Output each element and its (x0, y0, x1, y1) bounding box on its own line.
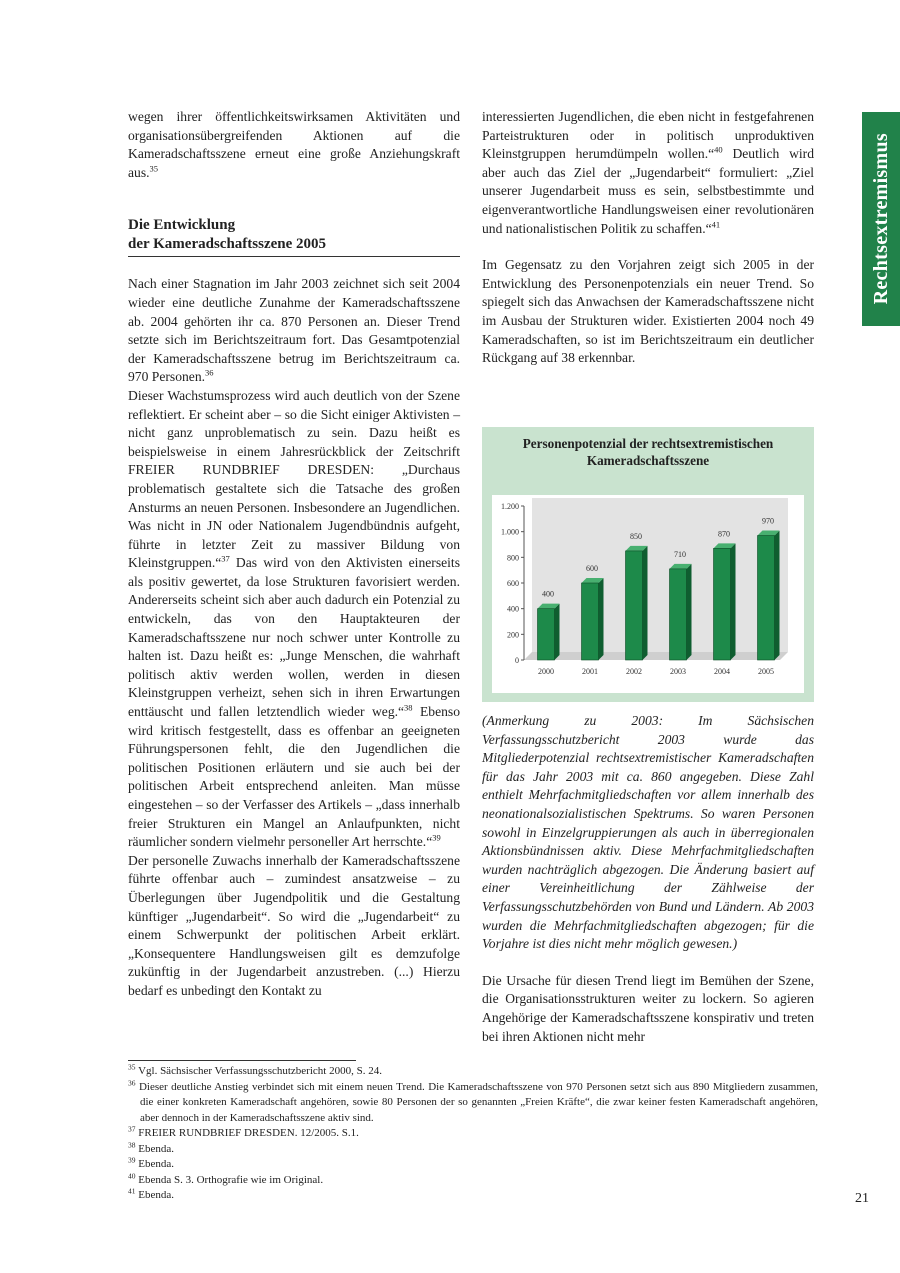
footnote-number: 35 (128, 1062, 136, 1072)
footnote-number: 37 (128, 1124, 136, 1134)
bar (670, 569, 687, 660)
x-tick-label: 2001 (582, 667, 598, 676)
x-tick-label: 2000 (538, 667, 554, 676)
chart-title: Personenpotenzial der rechtsextremistischen Kameradschaftsszene (522, 436, 774, 468)
footnote-text: Ebenda S. 3. Orthografie wie im Original. (138, 1173, 324, 1186)
footnote-ref[interactable]: 35 (149, 163, 159, 174)
bar (626, 551, 643, 660)
y-tick-label: 400 (507, 604, 519, 614)
paragraph: Die Ursache für diesen Trend liegt im Bemühen der Szene, die Organisationsstrukturen weiter zu lockern. So agieren Angehörige der Kameradschaftsszene konspirativ und treten bei ihren Aktionen nicht mehr (482, 972, 814, 1044)
footnote (128, 1139, 818, 1158)
chart-note: (Anmerkung zu 2003: Im Sächsischen Verfassungsschutzbericht 2003 wurde das Mitgliederpotenzial rechtsextremistischer Kameradschaften für das Jahr 2003 mit ca. 860 angegeben. Diese Zahl enthielt Mehrfachmitgliedschaften vor allem innerhalb des neonationalsozialistischen Spektrums. So waren Personen sowohl in Einzelgruppierungen als auch in überregionalen Aktionsbündnissen aktiv. Diese Mehrfachmitgliedschaften wurden nachträglich abgezogen. Die Änderung basiert auf einer Vereinheitlichung der Zählweise der Verfassungsschutzbehörden von Bund und Ländern. Ab 2003 wurden die Mehrfachmitgliedschaften abgezogen; für die Vorjahre ist dies nicht mehr möglich gewesen.) (482, 713, 814, 952)
data-label: 600 (586, 564, 598, 573)
bar (538, 609, 555, 660)
bar (582, 583, 599, 660)
page-number: 21 (855, 1191, 869, 1206)
footnote-ref[interactable]: 41 (711, 219, 721, 230)
section-tab (862, 112, 900, 326)
chart-plot (482, 427, 814, 702)
footnotes (128, 1060, 818, 1204)
footnote-number: 39 (128, 1155, 136, 1165)
section-heading: Die Entwicklung der Kameradschaftsszene 2005 (128, 216, 460, 257)
paragraph: interessierten Jugendlichen, die eben nicht in festgefahrenen Parteistrukturen oder in politisch unproduktiven Kleinstgruppen herumdümpeln wollen.“$^{40}$ Deutlich wird aber auch das Ziel der „Jugendarbeit“ formuliert: „Ziel unserer Jugendarbeit muss es sein, selbstbestimmte und eigenverantwortliche Handlungsweisen einer revolutionären und nationalistischen Politik zu schaffen.“$^{41}$ (482, 109, 814, 236)
paragraph: Der personelle Zuwachs innerhalb der Kameradschaftsszene führte offenbar auch – zumindest ansatzweise – zu Überlegungen über Jugendpolitik und die Gestaltung künftiger „Jugendarbeit“. So wird die „Jugendarbeit“ zu einem Schwerpunkt der politischen Arbeit erklärt. „Konsequentere Handlungsweisen gilt es demzufolge zukünftig in der Jugendarbeit anzustreben. (...) Hierzu bedarf es unbedingt den Kontakt zu (128, 852, 460, 998)
bar (714, 548, 731, 660)
bar-side (555, 604, 560, 660)
footnote-ref[interactable]: 39 (432, 832, 441, 843)
x-tick-label: 2004 (714, 667, 730, 676)
footnote-text: Ebenda. (138, 1158, 174, 1170)
footnote (128, 1188, 818, 1204)
bar-side (775, 531, 780, 660)
y-tick-label: 1.200 (501, 502, 519, 511)
footnote-ref[interactable]: 38 (404, 702, 413, 713)
footnote-number: 36 (128, 1077, 136, 1087)
right-column (482, 108, 814, 368)
y-tick-label: 200 (507, 630, 519, 640)
data-label: 400 (542, 589, 554, 599)
footnote (128, 1157, 818, 1173)
right-column-lower (482, 712, 814, 1046)
paragraph: Im Gegensatz zu den Vorjahren zeigt sich 2005 in der Entwicklung des Personenpotenzials ein neuer Trend. So spiegelt sich das Anwachsen der Kameradschaftsszene nicht im Ausbau der Strukturen wider. Existierten 2004 noch 49 Kameradschaften, so ist im Berichtszeitraum ein deutlicher Rückgang auf 38 erkennbar. (482, 257, 814, 366)
section-tab-label: Rechtsextremismus (869, 133, 892, 305)
x-tick-label: 2005 (758, 667, 774, 676)
bar-side (643, 546, 648, 660)
plot-wall (532, 498, 788, 652)
x-tick-label: 2002 (626, 667, 642, 676)
footnote-text: Ebenda. (138, 1189, 174, 1201)
y-tick-label: 800 (507, 553, 519, 563)
plot-floor (524, 652, 788, 660)
footnote-ref[interactable]: 37 (221, 553, 230, 564)
data-label: 870 (718, 529, 730, 539)
footnote-text: FREIER RUNDBRIEF DRESDEN. 12/2005. S.1. (138, 1127, 359, 1139)
footnote (128, 1170, 818, 1189)
y-tick-label: 0 (515, 656, 519, 665)
footnote-number: 40 (128, 1170, 136, 1180)
bar-chart (482, 427, 814, 702)
footnote-text: Ebenda. (138, 1142, 174, 1155)
footnote-number: 38 (128, 1139, 136, 1149)
left-column (128, 108, 460, 1001)
footnote-text: Dieser deutliche Anstieg verbindet sich mit einem neuen Trend. Die Kameradschaftsszene von 970 Personen setzt sich aus 890 Mitgliedern zusammen, die einer konkreten Kameradschaft angehören, sowie 80 Personen der so genannten „Freien Kräfte“, die zwar keiner festen Kameradschaft angehören, aber dennoch in der Kameradschaftsszene aktiv sind. (138, 1080, 819, 1124)
paragraph: wegen ihrer öffentlichkeitswirksamen Aktivitäten und organisationsübergreifenden Aktionen auf die Kameradschaftsszene erneut eine große Anziehungskraft aus.$^{35}$ (128, 109, 460, 180)
footnote-divider (128, 1060, 356, 1061)
footnote-ref[interactable]: 36 (205, 367, 214, 378)
paragraph: Nach einer Stagnation im Jahr 2003 zeichnet sich seit 2004 wieder eine deutliche Zunahme der Kameradschaftsszene ab. 2004 gehörten ihr ca. 870 Personen an. Dieser Trend setzte sich im Berichtszeitraum fort. Das Gesamtpotenzial der Kameradschaftsszene betrug im Berichtszeitraum ca. 970 Personen.$^{36}$ (128, 276, 460, 385)
footnote (128, 1064, 818, 1080)
data-label: 970 (762, 516, 774, 526)
footnote-number: 41 (128, 1186, 136, 1196)
x-tick-label: 2003 (670, 667, 686, 676)
footnote-text: Vgl. Sächsischer Verfassungsschutzbericht 2000, S. 24. (138, 1065, 382, 1077)
bar-side (731, 543, 736, 660)
y-tick-label: 600 (507, 579, 519, 588)
footnote (128, 1077, 819, 1127)
data-label: 850 (630, 531, 642, 541)
bar-side (687, 564, 692, 660)
y-tick-label: 1.000 (501, 527, 519, 537)
footnote-ref[interactable]: 40 (714, 144, 723, 155)
bar (758, 536, 775, 660)
data-label: 710 (674, 549, 686, 559)
footnote (128, 1126, 818, 1142)
bar-side (599, 578, 604, 660)
paragraph: Dieser Wachstumsprozess wird auch deutlich von der Szene reflektiert. Er scheint aber – so die Sicht einiger Aktivisten – nicht ganz unproblematisch zu sein. Dazu heißt es beispielsweise in einem Jahresrückblick der Zeitschrift FREIER RUNDBRIEF DRESDEN: „Durchaus problematisch gestaltete sich die Tatsache des großen Ansturms an neuen Personen. Insbesondere an Jugendlichen. Was nicht in JN oder Nationalem Jugendbündnis aufgeht, führte in letzter Zeit zu massiver Bildung von Kleinstgruppen.“$^{37}$ Das wird von den Aktivisten einerseits als positiv gewertet, da lose Strukturen favorisiert werden. Andererseits scheint sich aber auch dadurch ein Potenzial zu entwickeln, das von den Hauptakteuren der Kameradschaftsszene nur noch schwer unter Kontrolle zu halten ist. Dazu heißt es: „Junge Menschen, die wahrhaft politisch aktiv werden wollen, werden in diesen Kleinstgruppen verheizt, sehen sich in ihren Erwartungen enttäuscht und fallen letztendlich wieder weg.“$^{38}$ Ebenso wird kritisch festgestellt, dass es offenbar an geeigneten Führungspersonen fehlt, die den Jugendlichen die politischen Positionen erläutern und sie auch bei der politischen Arbeit entsprechend anleiten. Man müsse eingestehen – so der Verfasser des Artikels – „dass innerhalb freier Strukturen ein Mangel an Anlaufpunkten, nicht räumlicher sondern vielmehr personeller Art herrschte.“$^{39}$ (128, 387, 460, 850)
